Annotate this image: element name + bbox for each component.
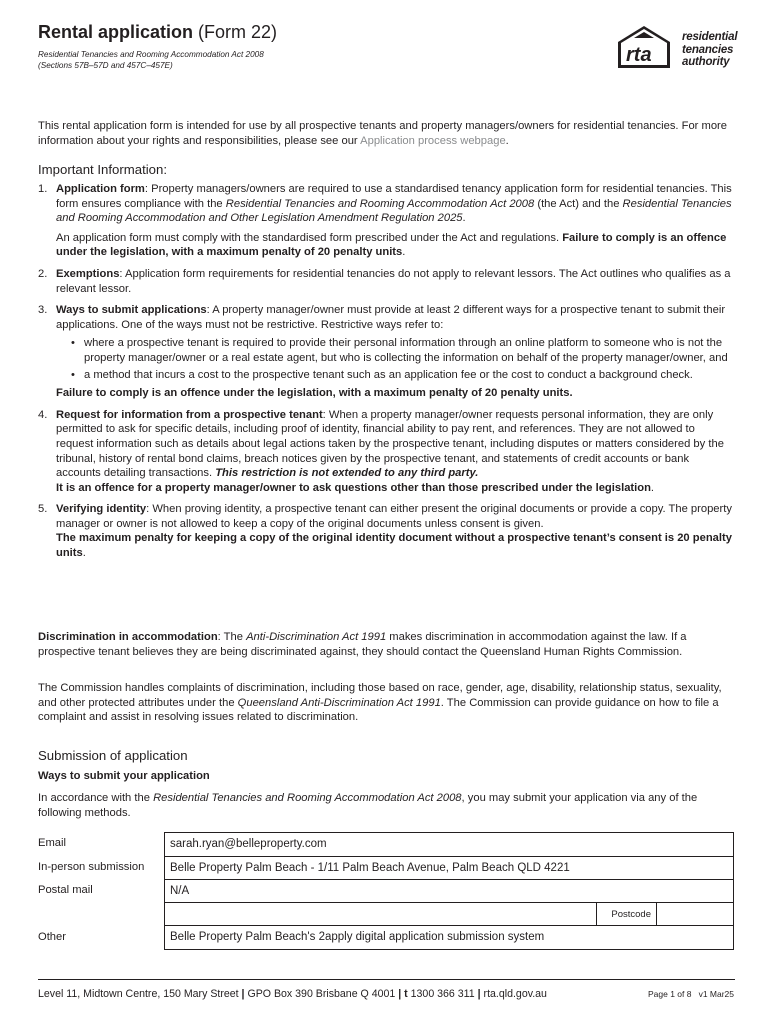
page-title	[38, 22, 277, 43]
submission-methods	[38, 832, 734, 950]
discrimination-paragraph: Discrimination in accommodation: The Anti-Discrimination Act 1991 makes discrimination in accommodation against the law. If a prospective tenant believes they are being discriminated against, they should contact the Queensland Human Rights Commission.	[38, 631, 687, 658]
list-item: 5. Verifying identity: When proving identity, a prospective tenant can either present the original documents or provide a copy. The property manager or owner is not allowed to keep a copy of the original documents unless consent is given. The maximum penalty for keeping a copy of the original identity document without a prospective tenant’s consent is 20 penalty units.	[38, 503, 732, 560]
logo-word-2: tenancies	[682, 43, 734, 56]
footer-phone: 1300 366 311	[410, 988, 475, 1000]
page-number: Page 1 of 8 v1 Mar25	[648, 989, 735, 999]
postal-line2-row	[165, 902, 733, 925]
footer-gpo: GPO Box 390 Brisbane Q 4001	[247, 988, 396, 1000]
in-person-label: In-person submission	[38, 861, 145, 873]
footer-address: Level 11, Midtown Centre, 150 Mary Street	[38, 988, 239, 1000]
bullet-item: • where a prospective tenant is required to provide their personal information through an online platform to someone who is not the property manager/owner or a real estate agent, but who is collecting the information on behalf of the property manager/owner, and	[71, 337, 728, 364]
form-title: Rental application	[38, 22, 194, 42]
list-item: 4. Request for information from a prospective tenant: When a property manager/owner requests personal information, they are only permitted to ask for specific details, including proof of identity, financial ability to pay rent, and references. They are not allowed to request information such as details about legal actions taken by the prospective tenant, including disputes or matters considered by the tribunal, history of rental bond claims, breach notices given by the prospective tenant, and statements of credit accounts or bank accounts detailing transactions. This restriction is not extended to any third party. It is an offence for a property manager/owner to ask questions other than those prescribed under the legislation.	[38, 408, 724, 494]
submission-subheading: Ways to submit your application	[38, 770, 210, 782]
application-process-link[interactable]: Application process webpage	[360, 134, 506, 147]
footer-website-link[interactable]: rta.qld.gov.au	[483, 988, 547, 1000]
submission-intro: In accordance with the Residential Tenancies and Rooming Accommodation Act 2008, you may submit your application via any of the following methods.	[38, 792, 698, 819]
list-item: 2. Exemptions: Application form requirements for residential tenancies do not apply to relevant lessors. The Act outlines who qualifies as a relevant lessor.	[38, 267, 731, 295]
logo-word-1: residential	[682, 31, 738, 43]
legislation-reference	[38, 49, 264, 71]
act-name: Residential Tenancies and Rooming Accommodation Act 2008	[38, 50, 264, 59]
email-label: Email	[38, 837, 66, 849]
logo-word-3: authority	[682, 56, 730, 68]
bullet-item: • a method that incurs a cost to the prospective tenant such as an application fee or the cost to conduct a background check.	[71, 368, 693, 381]
footer-contact: Level 11, Midtown Centre, 150 Mary Street | GPO Box 390 Brisbane Q 4001 | t 1300 366 311 | rta.qld.gov.au	[38, 988, 547, 1000]
submission-fields-box	[164, 832, 734, 950]
other-label: Other	[38, 931, 66, 943]
email-field[interactable]: sarah.ryan@belleproperty.com	[170, 838, 327, 850]
act-sections: (Sections 57B–57D and 457C–457E)	[38, 61, 173, 70]
other-field[interactable]: Belle Property Palm Beach's 2apply digital application submission system	[165, 925, 733, 948]
postcode-label: Postcode	[596, 903, 656, 926]
in-person-field[interactable]: Belle Property Palm Beach - 1/11 Palm Beach Avenue, Palm Beach QLD 4221	[165, 856, 733, 879]
logo-mark-text: rta	[626, 44, 652, 66]
important-list	[38, 182, 734, 561]
submission-heading: Submission of application	[38, 748, 188, 763]
list-item: 1. Application form: Property managers/owners are required to use a standardised tenancy application form for residential tenancies. This form ensures compliance with the Residential Tenancies and Rooming Accommodation Act 2008 (the Act) and the Residential Tenancies and Rooming Accommodation and Other Legislation Amendment Regulation 2025. An application form must comply with the standardised form prescribed under the Act and regulations. Failure to comply is an offence under the legislation, with a maximum penalty of 20 penalty units.	[38, 183, 732, 259]
postal-label: Postal mail	[38, 884, 93, 896]
logo-wordmark	[682, 31, 737, 69]
commission-paragraph: The Commission handles complaints of discrimination, including those based on race, gender, age, disability, relationship status, sexuality, and other protected attributes under the Queensland Anti-Discrimination Act 1991. The Commission can provide guidance on how to file a complaint and assist in resolving issues related to discrimination.	[38, 682, 722, 724]
postcode-field[interactable]	[656, 903, 734, 926]
postal-field[interactable]: N/A	[165, 879, 733, 902]
footer-divider	[38, 979, 735, 980]
important-heading: Important Information:	[38, 162, 168, 177]
intro-paragraph: This rental application form is intended for use by all prospective tenants and property managers/owners for residential tenancies. For more information about your rights and responsibilities, please see our Application process webpage.	[38, 120, 728, 147]
form-number: (Form 22)	[198, 22, 278, 42]
list-item: 3. Ways to submit applications: A property manager/owner must provide at least 2 different ways for a prospective tenant to submit their applications. One of the ways must not be restrictive. Restrictive ways refer to: • where a prospective tenant is required to provide their personal information through an online platform to someone who is not the property manager/owner or a real estate agent, but who is collecting the information on behalf of the property manager/owner, and • a method that incurs a cost to the prospective tenant such as an application fee or the cost to conduct a background check. Failure to comply is an offence under the legislation, with a maximum penalty of 20 penalty units.	[38, 303, 734, 401]
